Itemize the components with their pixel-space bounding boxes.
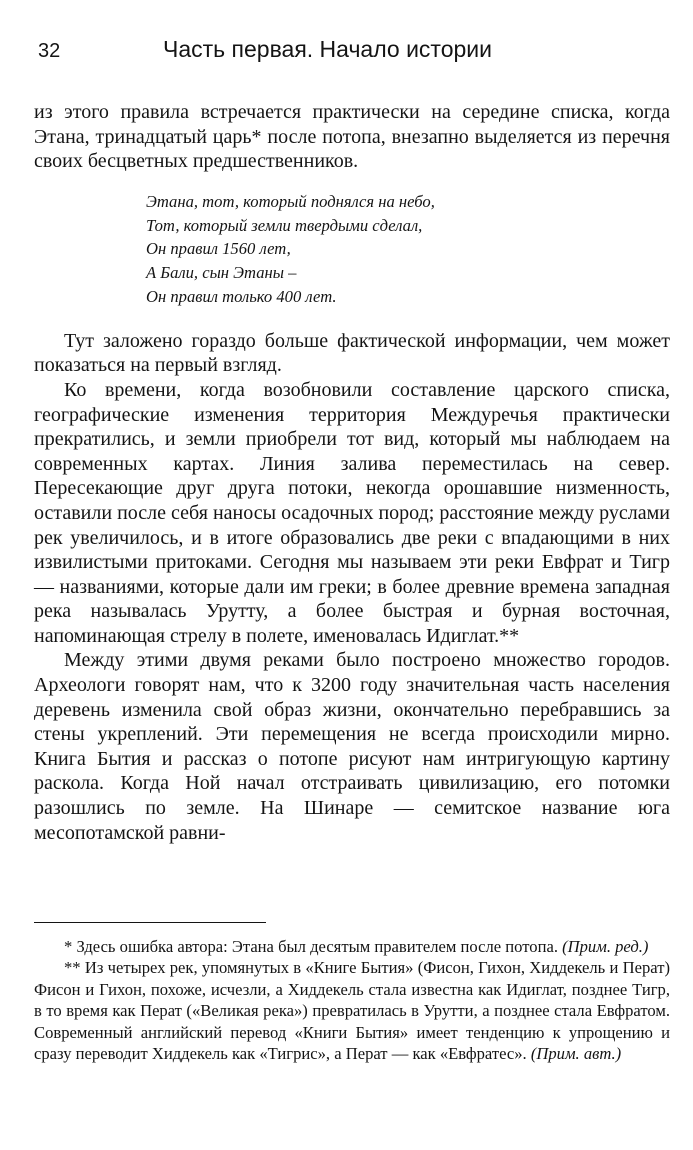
paragraph-3: Ко времени, когда возобновили составление царского списка, географические изменения территория Междуречья практически прекратились, и земли приобрели тот вид, который мы наблюдаем на современных картах. Линия залива переместилась на север. Пересекающие друг друга потоки, некогда орошавшие низменность, оставили после себя наносы осадочных пород; расстояние между руслами рек увеличилось, и в итоге образовались две реки с впадающими в них извилистыми притоками. Сегодня мы называем эти реки Евфрат и Тигр — названиями, которые дали им греки; в более древние времена западная река называлась Урутту, а более быстрая и бурная восточная, напоминающая стрелу в полете, именовалась Идиглат.** (34, 378, 670, 647)
poem-quote (146, 190, 670, 309)
running-title: Часть первая. Начало истории (163, 36, 492, 62)
footnote-1-tag: (Прим. ред.) (562, 937, 649, 956)
footnote-divider (34, 922, 266, 923)
paragraph-1: из этого правила встречается практически на середине списка, когда Этана, тринадцатый царь* после потопа, внезапно выделяется из перечня своих бесцветных предшественников. (34, 101, 670, 173)
paragraph-2: Тут заложено гораздо больше фактической информации, чем может показаться на первый взгляд. (34, 329, 670, 377)
page-number: 32 (38, 40, 61, 62)
poem-line-3: Он правил 1560 лет, (146, 239, 291, 259)
footnotes (34, 936, 670, 1064)
page-header (38, 32, 668, 72)
footnote-2 (34, 957, 670, 1064)
footnote-2-text: ** Из четырех рек, упомянутых в «Книге Бытия» (Фисон, Гихон, Хиддекель и Перат) Фисон и Гихон, похоже, исчезли, а Хиддекель стала известна как Идиглат, позднее Тигр, в то время как Перат («Великая река») превратилась в Урутти, а позднее стала Евфратом. Современный английский перевод «Книги Бытия» имеет тенденцию к упрощению и сразу переводит Хиддекель как «Тигрис», а Перат — как «Евфратес». (34, 958, 670, 1064)
poem-line-2: Тот, который земли твердыми сделал, (146, 215, 423, 235)
footnote-1 (34, 936, 670, 957)
poem-line-4: А Бали, сын Этаны – (146, 263, 297, 283)
footnote-1-text: * Здесь ошибка автора: Этана был десятым правителем после потопа. (64, 937, 563, 956)
paragraph-4: Между этими двумя реками было построено множество городов. Археологи говорят нам, что к 3200 году значительная часть населения деревень изменила свой образ жизни, окончательно перебравшись за стены укреплений. Эти перемещения не всегда происходили мирно. Книга Бытия и рассказ о потопе рисуют нам интригующую картину раскола. Когда Ной начал отстраивать цивилизацию, его потомки разошлись по земле. На Шинаре — семитское название юга месопотамской равни- (34, 649, 670, 844)
poem-line-1: Этана, тот, который поднялся на небо, (146, 191, 435, 211)
main-text (34, 100, 670, 845)
footnote-2-tag: (Прим. авт.) (530, 1044, 622, 1064)
poem-line-5: Он правил только 400 лет. (146, 286, 337, 306)
